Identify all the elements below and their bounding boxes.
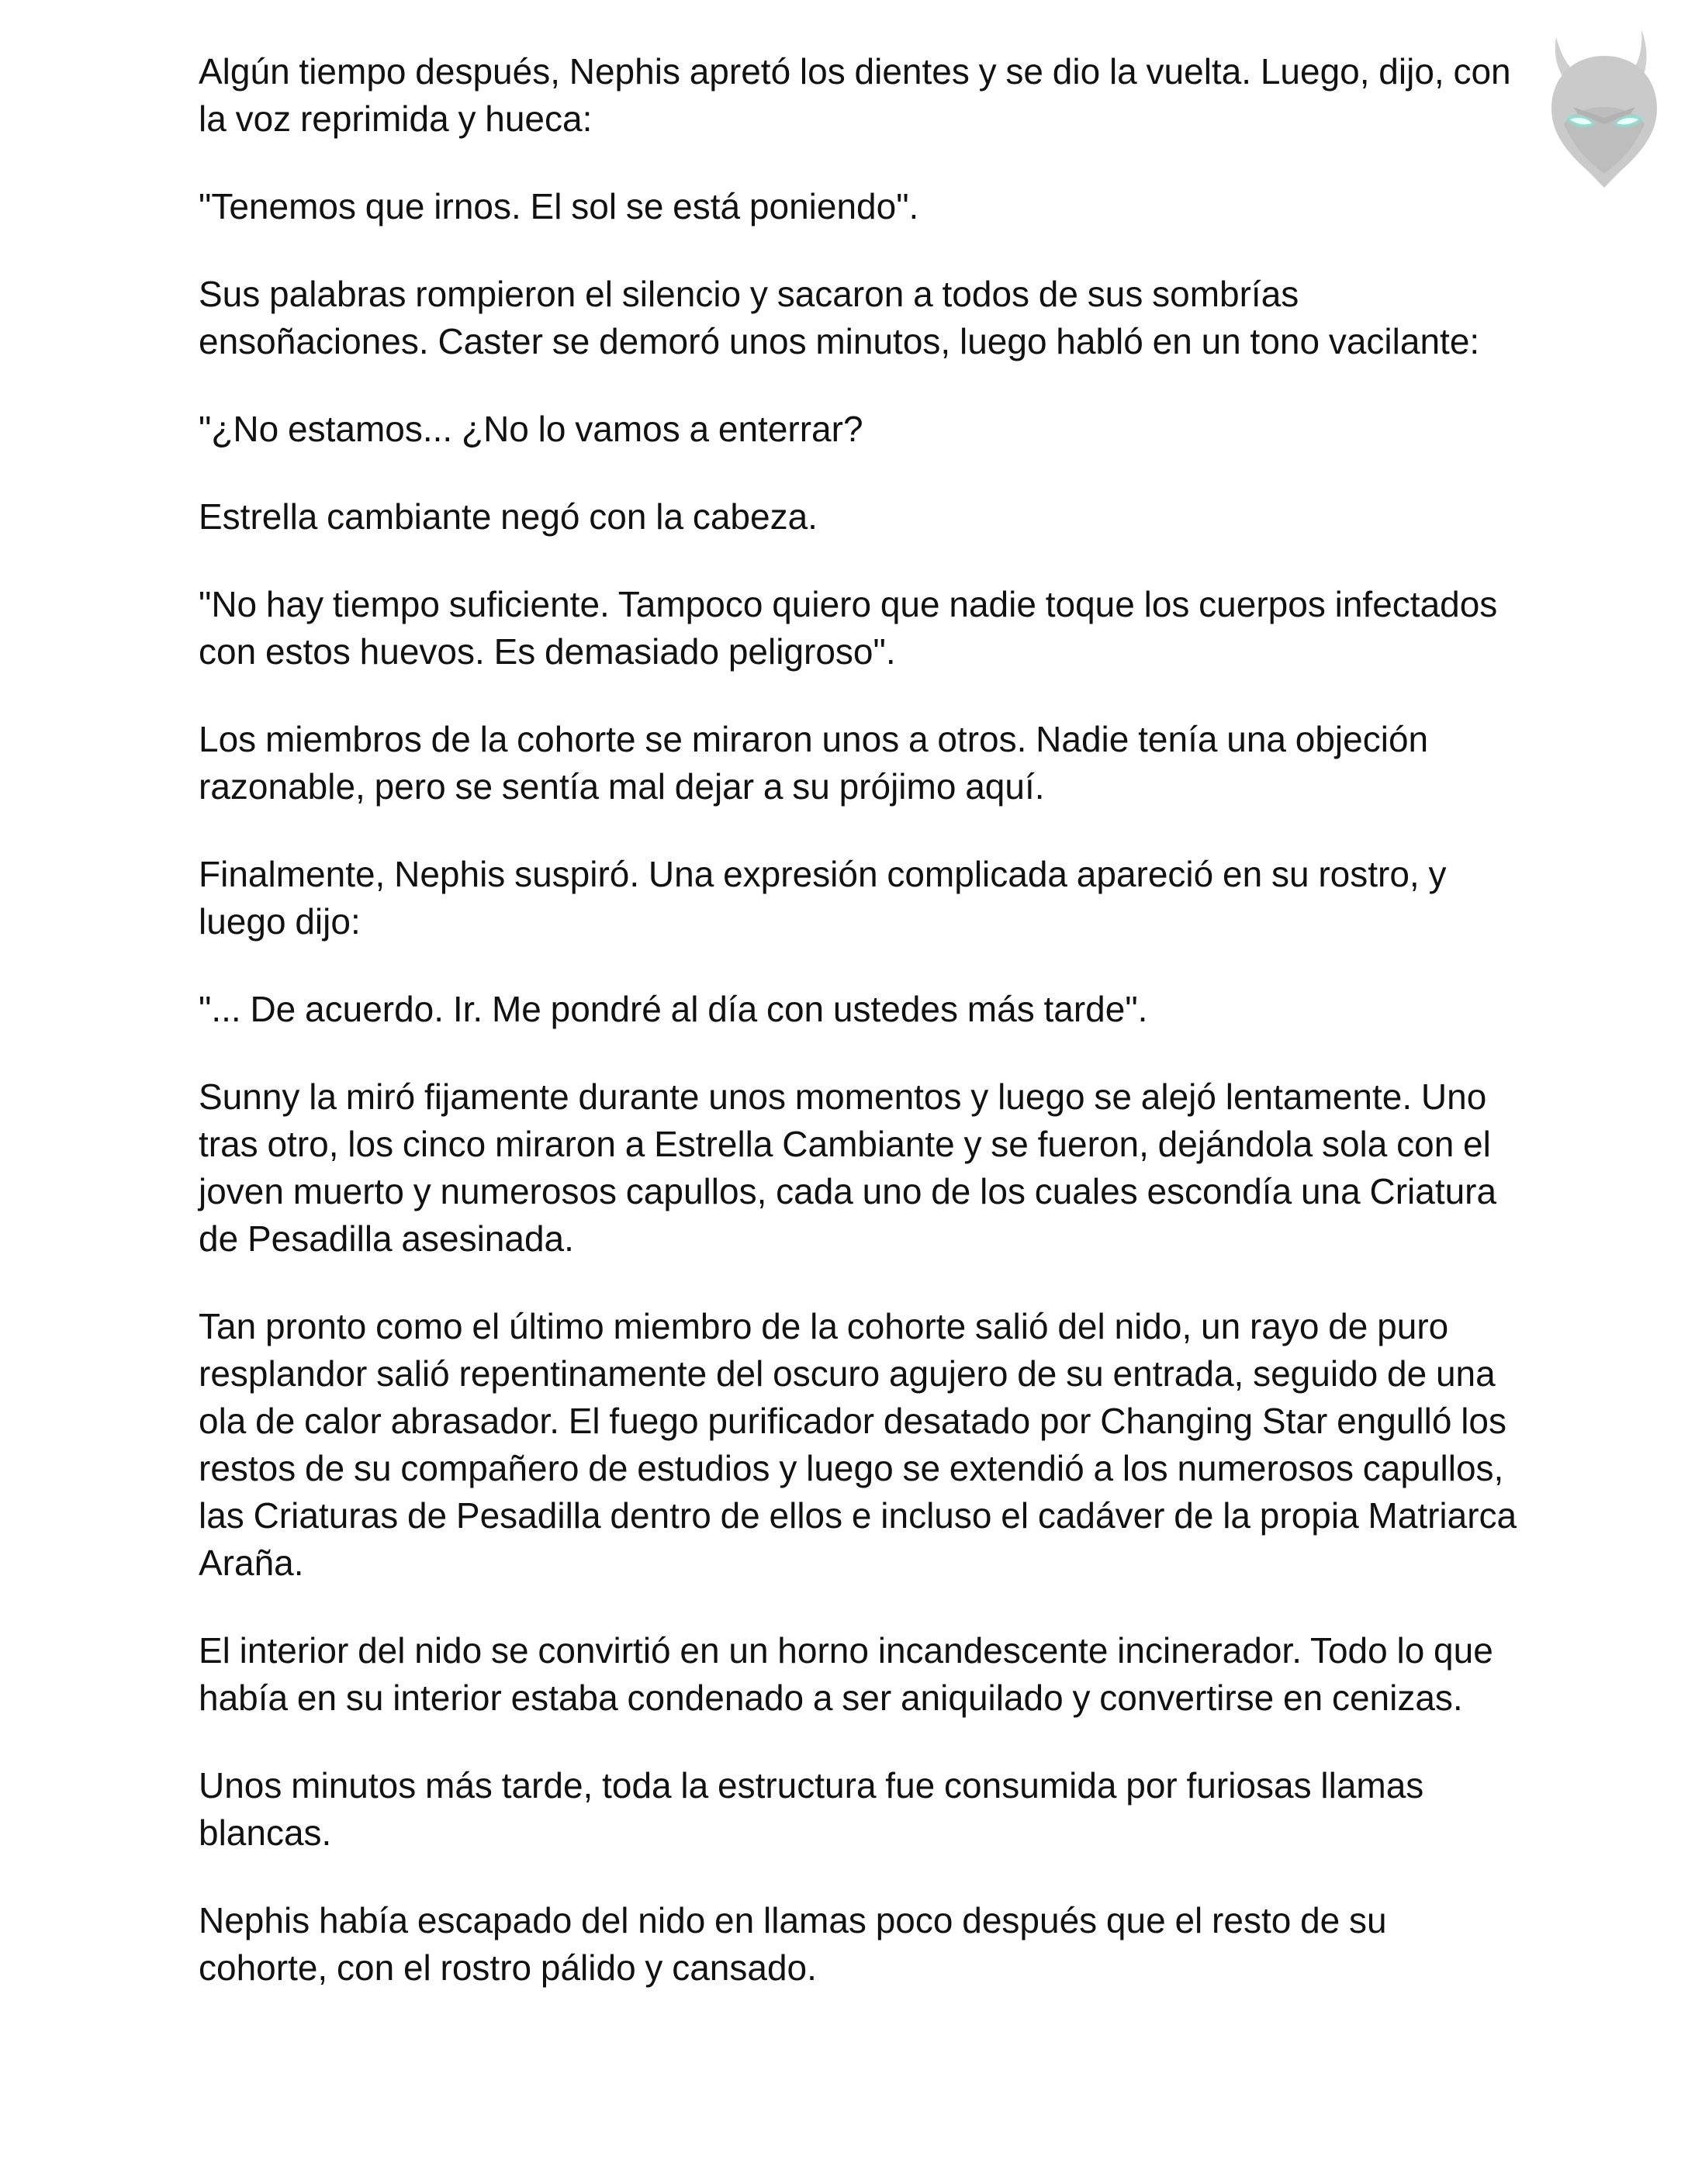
document-body [199, 48, 1517, 2032]
paragraph: "¿No estamos... ¿No lo vamos a enterrar? [199, 409, 863, 449]
paragraph: Tan pronto como el último miembro de la cohorte salió del nido, un rayo de puro resplandor salió repentinamente del oscuro agujero de su entrada, seguido de una ola de calor abrasador. El fuego purificador desatado por Changing Star engulló los restos de su compañero de estudios y luego se extendió a los numerosos capullos, las Criaturas de Pesadilla dentro de ellos e incluso el cadáver de la propia Matriarca Araña. [199, 1306, 1517, 1583]
paragraph: Estrella cambiante negó con la cabeza. [199, 496, 818, 537]
paragraph: "No hay tiempo suficiente. Tampoco quiero que nadie toque los cuerpos infectados con estos huevos. Es demasiado peligroso". [199, 584, 1498, 672]
paragraph: Finalmente, Nephis suspiró. Una expresión complicada apareció en su rostro, y luego dijo: [199, 854, 1447, 942]
paragraph: Los miembros de la cohorte se miraron unos a otros. Nadie tenía una objeción razonable, pero se sentía mal dejar a su prójimo aquí. [199, 719, 1429, 807]
paragraph: "Tenemos que irnos. El sol se está poniendo". [199, 186, 919, 226]
paragraph: Sus palabras rompieron el silencio y sacaron a todos de sus sombrías ensoñaciones. Caster se demoró unos minutos, luego habló en un tono vacilante: [199, 274, 1480, 361]
paragraph: "... De acuerdo. Ir. Me pondré al día con ustedes más tarde". [199, 989, 1148, 1029]
paragraph: Unos minutos más tarde, toda la estructura fue consumida por furiosas llamas blancas. [199, 1765, 1424, 1853]
paragraph: Algún tiempo después, Nephis apretó los dientes y se dio la vuelta. Luego, dijo, con la voz reprimida y hueca: [199, 51, 1511, 139]
paragraph: El interior del nido se convirtió en un horno incandescente incinerador. Todo lo que había en su interior estaba condenado a ser aniquilado y convertirse en cenizas. [199, 1630, 1493, 1718]
demon-head-logo-icon [1527, 16, 1682, 194]
paragraph: Sunny la miró fijamente durante unos momentos y luego se alejó lentamente. Uno tras otro, los cinco miraron a Estrella Cambiante y se fueron, dejándola sola con el joven muerto y numerosos capullos, cada uno de los cuales escondía una Criatura de Pesadilla asesinada. [199, 1076, 1497, 1259]
paragraph: Nephis había escapado del nido en llamas poco después que el resto de su cohorte, con el rostro pálido y cansado. [199, 1900, 1387, 1988]
